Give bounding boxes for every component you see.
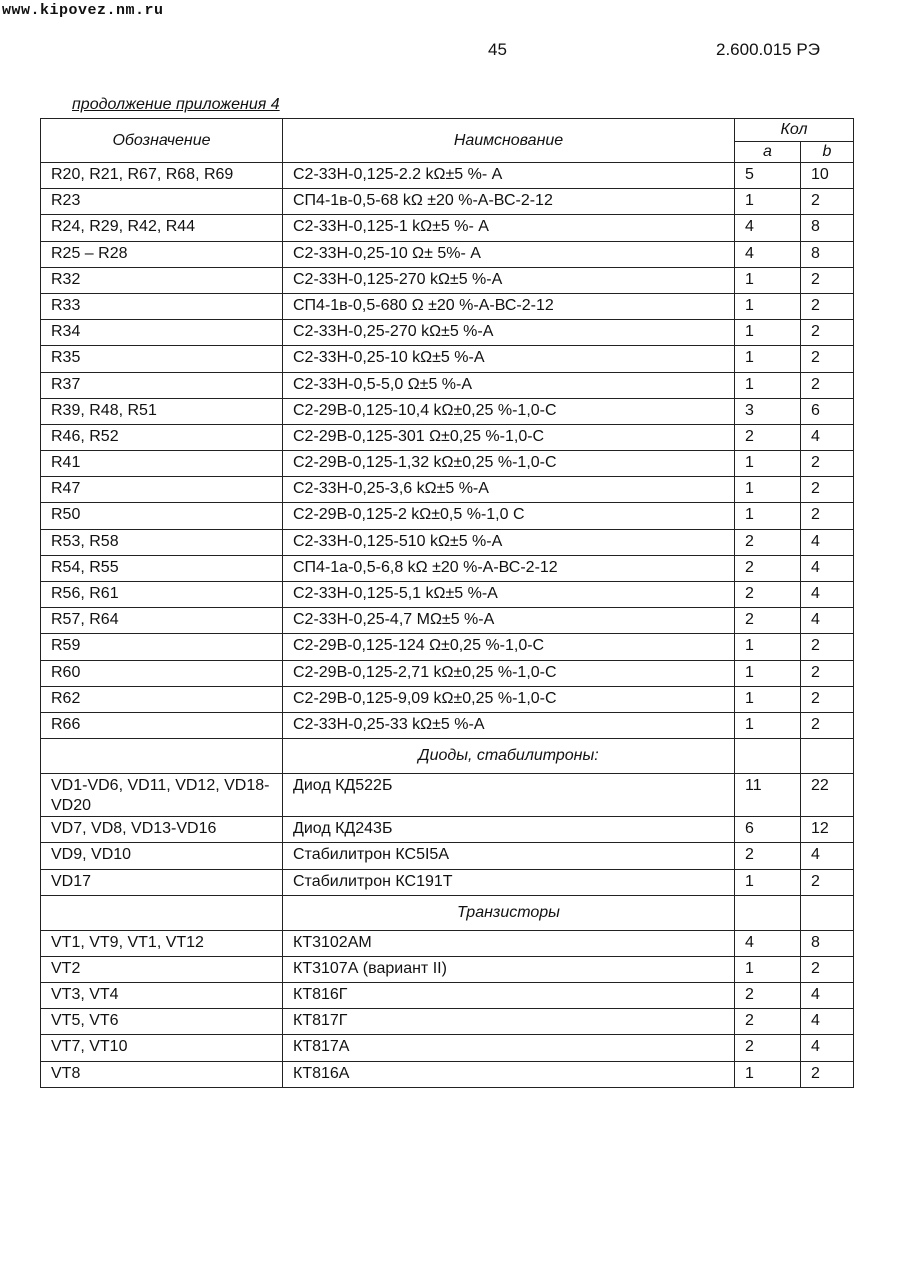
designation-cell: R37 <box>41 372 283 398</box>
qty-a-cell: 1 <box>735 956 801 982</box>
table-row <box>41 189 854 215</box>
empty-cell <box>801 895 854 930</box>
qty-b-cell: 2 <box>801 503 854 529</box>
qty-a-cell: 1 <box>735 267 801 293</box>
qty-a-cell: 3 <box>735 398 801 424</box>
qty-b-cell: 4 <box>801 555 854 581</box>
qty-b-cell: 8 <box>801 930 854 956</box>
qty-a-cell: 2 <box>735 1035 801 1061</box>
table-row <box>41 634 854 660</box>
qty-a-cell: 4 <box>735 215 801 241</box>
table-row <box>41 241 854 267</box>
site-url: www.kipovez.nm.ru <box>2 2 164 19</box>
qty-a-cell: 1 <box>735 477 801 503</box>
qty-a-cell: 2 <box>735 424 801 450</box>
name-cell: С2-33Н-0,25-33 kΩ±5 %-А <box>283 712 735 738</box>
name-cell: Диод КД522Б <box>283 774 735 817</box>
qty-b-cell: 8 <box>801 241 854 267</box>
qty-a-cell: 2 <box>735 843 801 869</box>
designation-cell: R57, R64 <box>41 608 283 634</box>
table-row <box>41 293 854 319</box>
qty-a-cell: 1 <box>735 451 801 477</box>
name-cell: КТ817Г <box>283 1009 735 1035</box>
qty-a-cell: 1 <box>735 1061 801 1087</box>
table-row <box>41 424 854 450</box>
table-row <box>41 320 854 346</box>
section-title: Транзисторы <box>283 895 735 930</box>
qty-a-cell: 1 <box>735 712 801 738</box>
qty-b-cell: 4 <box>801 1009 854 1035</box>
name-cell: Стабилитрон КС191Т <box>283 869 735 895</box>
designation-cell: R23 <box>41 189 283 215</box>
name-cell: С2-29В-0,125-9,09 kΩ±0,25 %-1,0-С <box>283 686 735 712</box>
qty-b-cell: 2 <box>801 267 854 293</box>
qty-b-cell: 2 <box>801 660 854 686</box>
name-cell: С2-33Н-0,125-270 kΩ±5 %-А <box>283 267 735 293</box>
qty-a-cell: 4 <box>735 930 801 956</box>
designation-cell: R62 <box>41 686 283 712</box>
name-cell: С2-29В-0,125-2,71 kΩ±0,25 %-1,0-С <box>283 660 735 686</box>
qty-a-cell: 1 <box>735 346 801 372</box>
name-cell: С2-33Н-0,125-5,1 kΩ±5 %-А <box>283 582 735 608</box>
designation-cell: R46, R52 <box>41 424 283 450</box>
designation-cell: R35 <box>41 346 283 372</box>
name-cell: КТ3107А (вариант II) <box>283 956 735 982</box>
qty-a-cell: 6 <box>735 817 801 843</box>
table-row <box>41 1035 854 1061</box>
qty-b-cell: 12 <box>801 817 854 843</box>
document-number: 2.600.015 РЭ <box>716 40 820 59</box>
qty-a-cell: 1 <box>735 660 801 686</box>
table-row <box>41 869 854 895</box>
table-row <box>41 1009 854 1035</box>
table-row <box>41 477 854 503</box>
designation-cell: R32 <box>41 267 283 293</box>
name-cell: Диод КД243Б <box>283 817 735 843</box>
qty-b-cell: 8 <box>801 215 854 241</box>
qty-a-cell: 2 <box>735 555 801 581</box>
designation-cell: VT7, VT10 <box>41 1035 283 1061</box>
table-row <box>41 712 854 738</box>
table-row <box>41 774 854 817</box>
qty-a-cell: 1 <box>735 634 801 660</box>
qty-a-cell: 2 <box>735 608 801 634</box>
table-row <box>41 843 854 869</box>
name-cell: КТ3102АМ <box>283 930 735 956</box>
name-cell: КТ817А <box>283 1035 735 1061</box>
qty-b-cell: 2 <box>801 869 854 895</box>
designation-cell: VT1, VT9, VT1, VT12 <box>41 930 283 956</box>
section-row-diodes <box>41 739 854 774</box>
qty-b-cell: 2 <box>801 451 854 477</box>
qty-a-cell: 5 <box>735 163 801 189</box>
qty-b-cell: 4 <box>801 529 854 555</box>
empty-cell <box>801 739 854 774</box>
table-row <box>41 930 854 956</box>
table-row <box>41 817 854 843</box>
designation-cell: R56, R61 <box>41 582 283 608</box>
designation-cell: R39, R48, R51 <box>41 398 283 424</box>
qty-a-cell: 4 <box>735 241 801 267</box>
table-row <box>41 215 854 241</box>
name-cell: С2-33Н-0,25-10 Ω± 5%- А <box>283 241 735 267</box>
designation-cell: R66 <box>41 712 283 738</box>
qty-b-cell: 2 <box>801 634 854 660</box>
name-cell: С2-29В-0,125-2 kΩ±0,5 %-1,0 С <box>283 503 735 529</box>
qty-b-cell: 2 <box>801 956 854 982</box>
table-header-row <box>41 119 854 142</box>
name-cell: С2-29В-0,125-124 Ω±0,25 %-1,0-С <box>283 634 735 660</box>
qty-a-cell: 1 <box>735 503 801 529</box>
table-row <box>41 686 854 712</box>
qty-a-cell: 2 <box>735 582 801 608</box>
designation-cell: R33 <box>41 293 283 319</box>
table-row <box>41 503 854 529</box>
name-cell: С2-29В-0,125-301 Ω±0,25 %-1,0-С <box>283 424 735 450</box>
table-row <box>41 660 854 686</box>
designation-cell: VD17 <box>41 869 283 895</box>
empty-cell <box>41 895 283 930</box>
name-cell: КТ816Г <box>283 983 735 1009</box>
qty-b-cell: 2 <box>801 477 854 503</box>
qty-b-cell: 4 <box>801 424 854 450</box>
qty-b-cell: 6 <box>801 398 854 424</box>
name-cell: С2-33Н-0,25-270 kΩ±5 %-А <box>283 320 735 346</box>
name-cell: С2-33Н-0,125-1 kΩ±5 %- А <box>283 215 735 241</box>
table-row <box>41 956 854 982</box>
designation-cell: R54, R55 <box>41 555 283 581</box>
qty-b-cell: 2 <box>801 372 854 398</box>
table-row <box>41 398 854 424</box>
empty-cell <box>41 739 283 774</box>
table-row <box>41 267 854 293</box>
qty-b-cell: 2 <box>801 189 854 215</box>
empty-cell <box>735 739 801 774</box>
qty-b-cell: 22 <box>801 774 854 817</box>
designation-cell: R59 <box>41 634 283 660</box>
qty-a-cell: 1 <box>735 372 801 398</box>
name-cell: С2-29В-0,125-1,32 kΩ±0,25 %-1,0-С <box>283 451 735 477</box>
name-cell: С2-33Н-0,25-10 kΩ±5 %-А <box>283 346 735 372</box>
qty-b-cell: 2 <box>801 293 854 319</box>
qty-b-cell: 2 <box>801 1061 854 1087</box>
table-row <box>41 529 854 555</box>
table-row <box>41 608 854 634</box>
qty-b-cell: 4 <box>801 582 854 608</box>
designation-cell: VT3, VT4 <box>41 983 283 1009</box>
qty-a-cell: 1 <box>735 686 801 712</box>
name-cell: С2-29В-0,125-10,4 kΩ±0,25 %-1,0-С <box>283 398 735 424</box>
designation-cell: VT8 <box>41 1061 283 1087</box>
qty-b-cell: 2 <box>801 686 854 712</box>
table-row <box>41 555 854 581</box>
qty-a-cell: 2 <box>735 1009 801 1035</box>
qty-b-cell: 10 <box>801 163 854 189</box>
components-table <box>40 118 854 1088</box>
name-cell: СП4-1в-0,5-680 Ω ±20 %-А-ВС-2-12 <box>283 293 735 319</box>
name-cell: КТ816А <box>283 1061 735 1087</box>
qty-b-cell: 4 <box>801 608 854 634</box>
name-cell: С2-33Н-0,125-2.2 kΩ±5 %- А <box>283 163 735 189</box>
designation-cell: R47 <box>41 477 283 503</box>
section-title: Диоды, стабилитроны: <box>283 739 735 774</box>
designation-cell: VD9, VD10 <box>41 843 283 869</box>
designation-cell: R60 <box>41 660 283 686</box>
qty-a-cell: 1 <box>735 320 801 346</box>
qty-a-cell: 1 <box>735 869 801 895</box>
qty-b-cell: 2 <box>801 346 854 372</box>
table-row <box>41 983 854 1009</box>
column-header-designation: Обозначение <box>41 119 283 163</box>
column-header-quantity: Кол <box>735 119 854 142</box>
page-number: 45 <box>488 40 507 59</box>
qty-a-cell: 2 <box>735 983 801 1009</box>
name-cell: СП4-1в-0,5-68 kΩ ±20 %-А-ВС-2-12 <box>283 189 735 215</box>
qty-a-cell: 1 <box>735 189 801 215</box>
designation-cell: R34 <box>41 320 283 346</box>
name-cell: СП4-1а-0,5-6,8 kΩ ±20 %-А-ВС-2-12 <box>283 555 735 581</box>
table-row <box>41 372 854 398</box>
table-row <box>41 346 854 372</box>
qty-b-cell: 2 <box>801 712 854 738</box>
table-row <box>41 582 854 608</box>
designation-cell: R20, R21, R67, R68, R69 <box>41 163 283 189</box>
table-row <box>41 1061 854 1087</box>
name-cell: С2-33Н-0,125-510 kΩ±5 %-А <box>283 529 735 555</box>
designation-cell: R50 <box>41 503 283 529</box>
name-cell: С2-33Н-0,5-5,0 Ω±5 %-А <box>283 372 735 398</box>
column-header-a: a <box>735 142 801 163</box>
designation-cell: VT5, VT6 <box>41 1009 283 1035</box>
name-cell: Стабилитрон КС5I5А <box>283 843 735 869</box>
designation-cell: R24, R29, R42, R44 <box>41 215 283 241</box>
qty-b-cell: 2 <box>801 320 854 346</box>
designation-cell: R41 <box>41 451 283 477</box>
name-cell: С2-33Н-0,25-4,7 MΩ±5 %-А <box>283 608 735 634</box>
designation-cell: R53, R58 <box>41 529 283 555</box>
name-cell: С2-33Н-0,25-3,6 kΩ±5 %-А <box>283 477 735 503</box>
designation-cell: VT2 <box>41 956 283 982</box>
table-row <box>41 451 854 477</box>
column-header-name: Наимснование <box>283 119 735 163</box>
qty-a-cell: 2 <box>735 529 801 555</box>
designation-cell: R25 – R28 <box>41 241 283 267</box>
section-row-transistors <box>41 895 854 930</box>
qty-b-cell: 4 <box>801 1035 854 1061</box>
table-row <box>41 163 854 189</box>
table-caption: продолжение приложения 4 <box>72 96 280 113</box>
designation-cell: VD7, VD8, VD13-VD16 <box>41 817 283 843</box>
qty-b-cell: 4 <box>801 843 854 869</box>
designation-cell: VD1-VD6, VD11, VD12, VD18-VD20 <box>41 774 283 817</box>
empty-cell <box>735 895 801 930</box>
column-header-b: b <box>801 142 854 163</box>
qty-a-cell: 11 <box>735 774 801 817</box>
qty-a-cell: 1 <box>735 293 801 319</box>
qty-b-cell: 4 <box>801 983 854 1009</box>
